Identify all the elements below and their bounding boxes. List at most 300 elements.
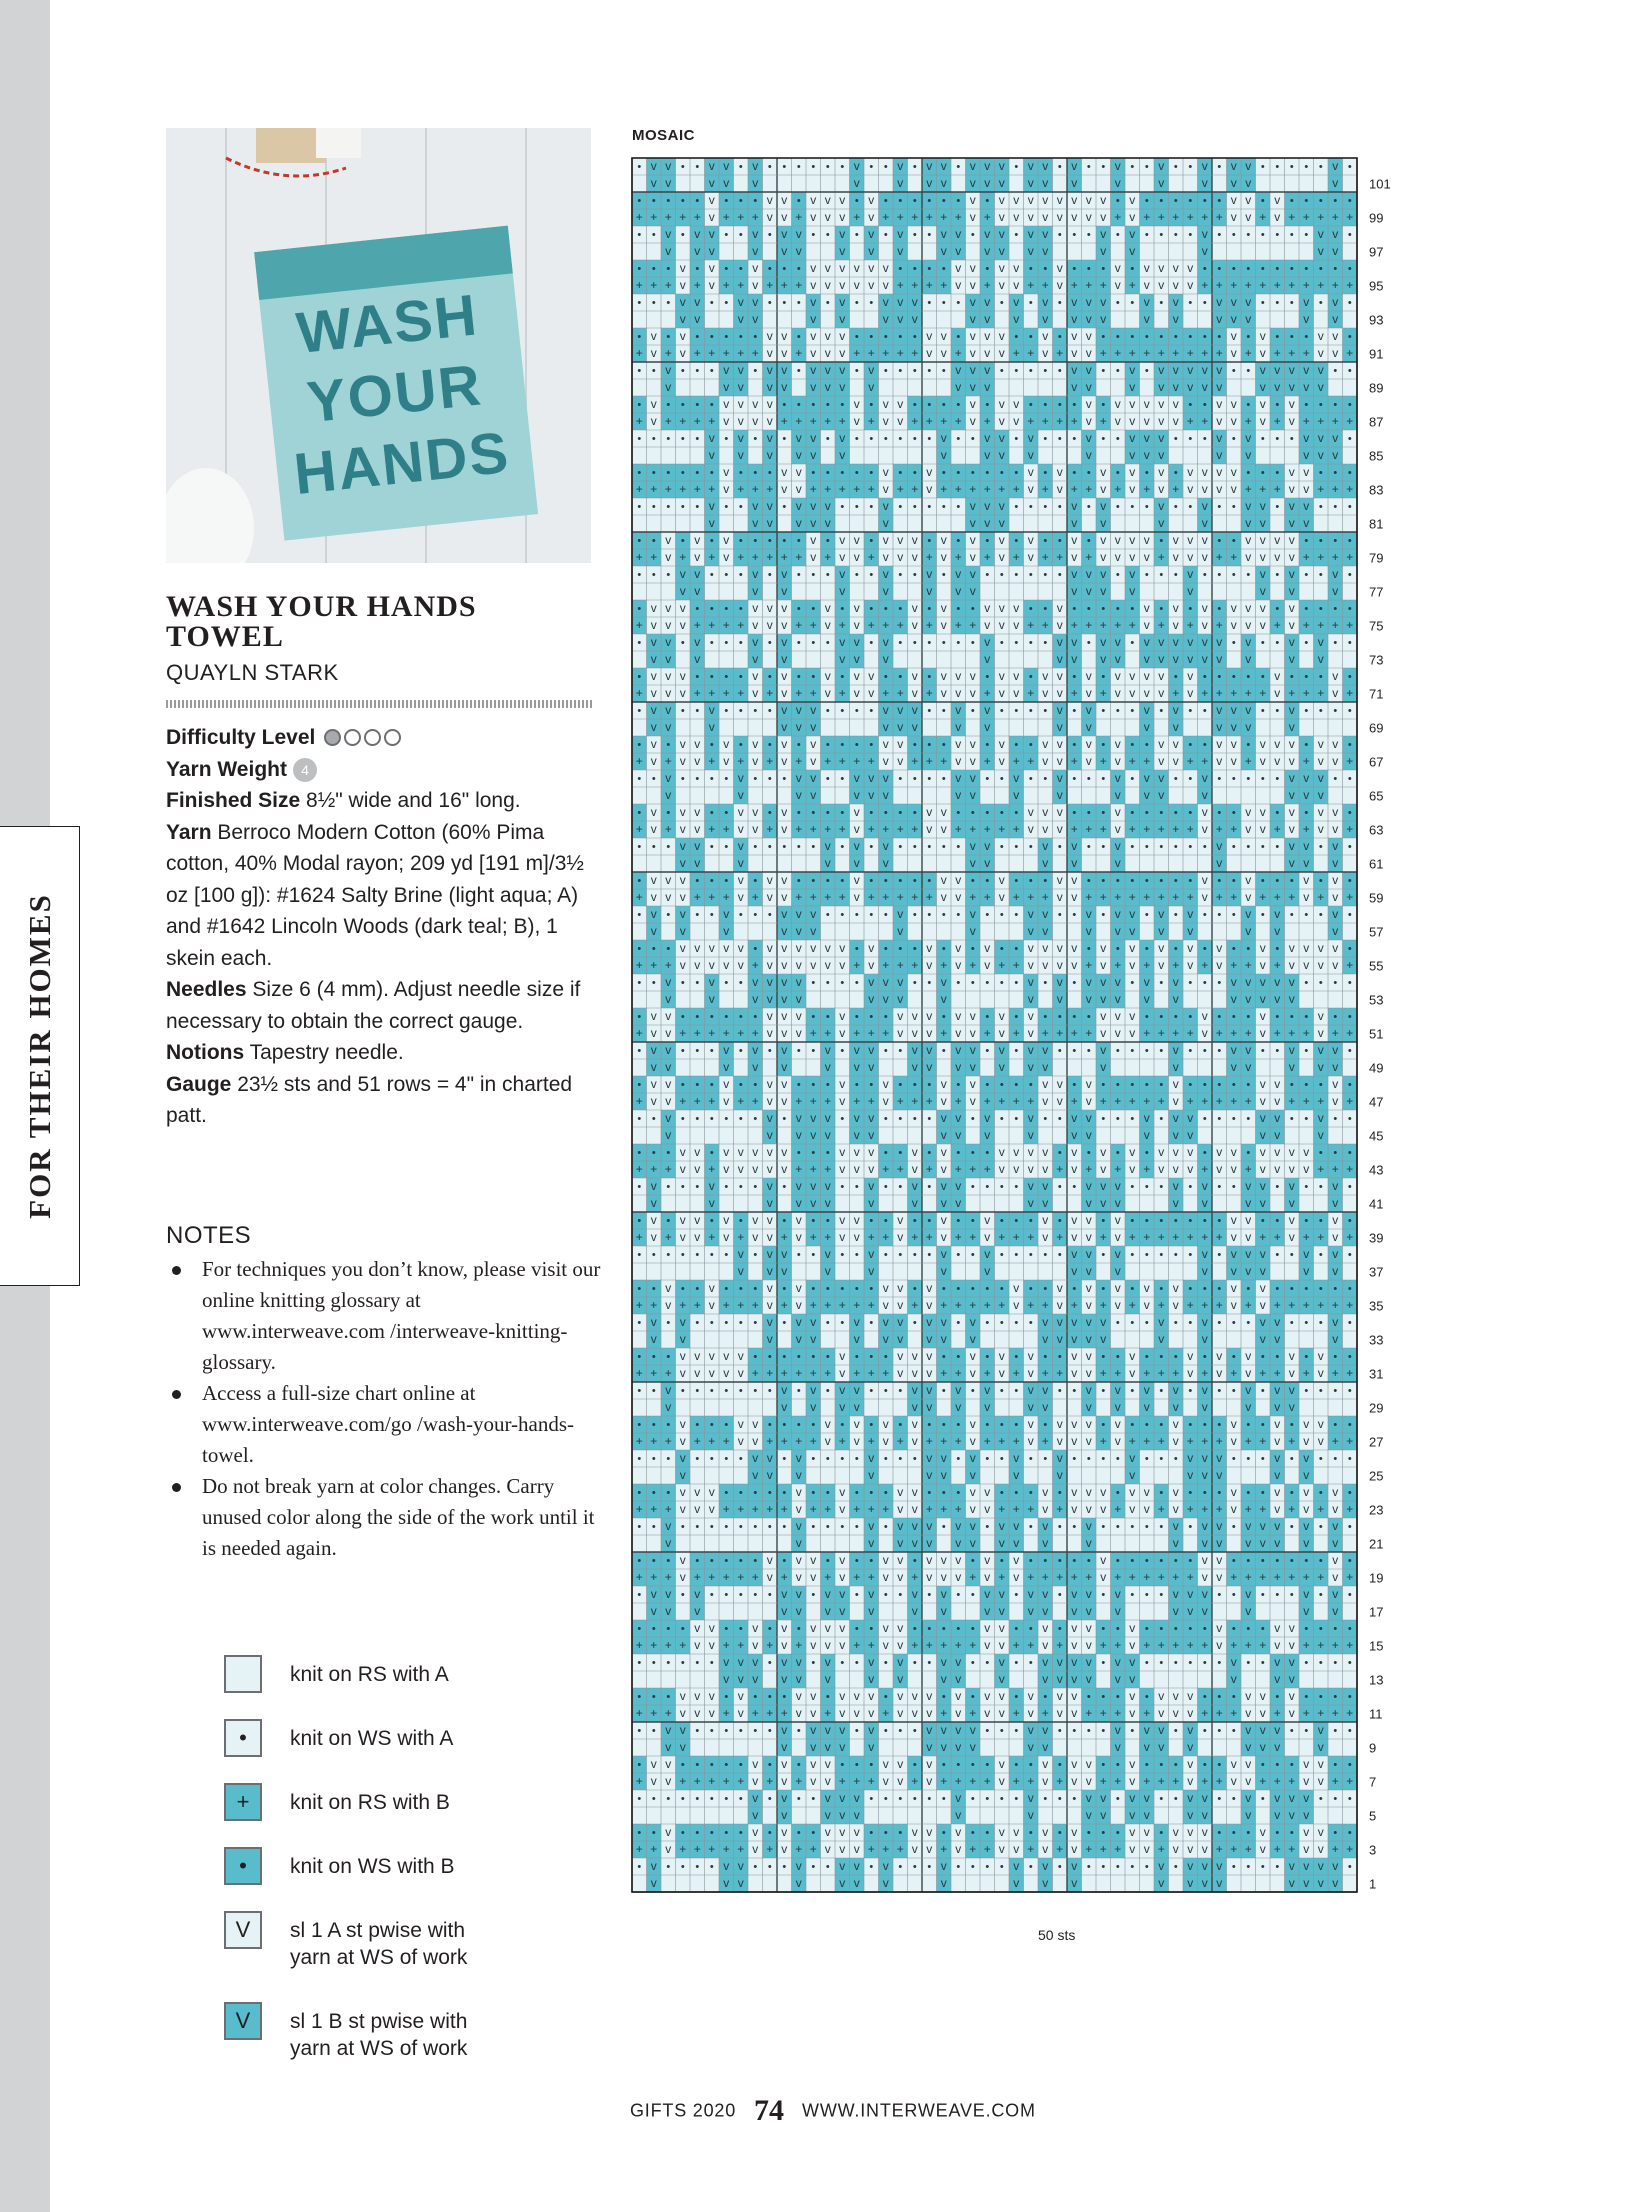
chart-symbol: • <box>1014 1691 1018 1703</box>
chart-symbol: • <box>855 977 859 989</box>
chart-symbol: v <box>1129 1026 1135 1040</box>
chart-symbol: v <box>883 1621 889 1635</box>
chart-symbol: v <box>796 1502 802 1516</box>
chart-symbol: v <box>999 1621 1005 1635</box>
chart-symbol: v <box>1042 1162 1048 1176</box>
chart-symbol: + <box>1056 1774 1063 1788</box>
chart-symbol: + <box>636 1638 643 1652</box>
chart-cell <box>792 1739 807 1756</box>
chart-cell <box>1256 1399 1271 1416</box>
chart-symbol: v <box>781 1145 787 1159</box>
chart-symbol: + <box>1158 1842 1165 1856</box>
chart-cell <box>1270 1263 1285 1280</box>
chart-symbol: v <box>955 1009 961 1023</box>
chart-cell <box>1314 1671 1329 1688</box>
chart-cell <box>1314 1807 1329 1824</box>
chart-symbol: v <box>1260 1111 1266 1125</box>
chart-cell <box>705 1739 720 1756</box>
chart-symbol: v <box>1216 1519 1222 1533</box>
chart-symbol: v <box>1260 1298 1266 1312</box>
chart-symbol: • <box>1159 1521 1163 1533</box>
chart-cell <box>1140 1603 1155 1620</box>
chart-symbol: + <box>824 1570 831 1584</box>
chart-cell <box>1154 1671 1169 1688</box>
chart-symbol: + <box>1317 1638 1324 1652</box>
chart-symbol: v <box>1071 1672 1077 1686</box>
chart-symbol: v <box>1086 1247 1092 1261</box>
chart-symbol: v <box>854 1213 860 1227</box>
chart-symbol: v <box>1100 1485 1106 1499</box>
chart-cell <box>748 1263 763 1280</box>
chart-symbol: • <box>1217 1215 1221 1227</box>
difficulty-rating <box>321 726 401 749</box>
chart-symbol: v <box>984 1553 990 1567</box>
chart-symbol: v <box>1245 1706 1251 1720</box>
chart-symbol: • <box>1145 1317 1149 1329</box>
chart-symbol: v <box>694 1587 700 1601</box>
chart-symbol: • <box>1275 1589 1279 1601</box>
chart-symbol: v <box>999 1757 1005 1771</box>
chart-cell <box>995 1875 1010 1892</box>
chart-symbol: • <box>1043 1793 1047 1805</box>
chart-cell <box>908 1807 923 1824</box>
chart-symbol: + <box>636 1162 643 1176</box>
chart-cell <box>1256 1059 1271 1076</box>
chart-cell <box>980 1807 995 1824</box>
chart-symbol: • <box>1275 1011 1279 1023</box>
chart-symbol: • <box>826 1691 830 1703</box>
chart-symbol: v <box>1318 1774 1324 1788</box>
chart-symbol: • <box>913 1793 917 1805</box>
chart-cell <box>719 1263 734 1280</box>
chart-cell <box>1328 1127 1343 1144</box>
chart-symbol: v <box>651 1587 657 1601</box>
chart-symbol: v <box>1187 1468 1193 1482</box>
chart-symbol: v <box>839 1587 845 1601</box>
chart-cell <box>1125 1399 1140 1416</box>
chart-symbol: v <box>1245 1196 1251 1210</box>
chart-symbol: v <box>1202 1519 1208 1533</box>
chart-symbol: • <box>681 1589 685 1601</box>
chart-cell <box>908 991 923 1008</box>
chart-symbol: v <box>1260 1842 1266 1856</box>
chart-cell <box>734 1331 749 1348</box>
chart-symbol: v <box>767 1145 773 1159</box>
chart-symbol: v <box>1202 1808 1208 1822</box>
chart-symbol: + <box>955 1298 962 1312</box>
chart-symbol: v <box>796 1179 802 1193</box>
chart-cell <box>632 1671 647 1688</box>
chart-symbol: • <box>666 1351 670 1363</box>
chart-symbol: + <box>1317 1502 1324 1516</box>
chart-symbol: • <box>1261 1861 1265 1873</box>
chart-symbol: + <box>1143 1774 1150 1788</box>
chart-cell <box>821 1399 836 1416</box>
chart-symbol: • <box>1145 1181 1149 1193</box>
chart-symbol: v <box>854 1400 860 1414</box>
chart-symbol: + <box>1013 1094 1020 1108</box>
chart-symbol: + <box>650 1162 657 1176</box>
chart-symbol: v <box>1042 1604 1048 1618</box>
chart-cell <box>792 1059 807 1076</box>
chart-symbol: • <box>869 1283 873 1295</box>
chart-symbol: v <box>1187 1587 1193 1601</box>
chart-cell <box>1314 1331 1329 1348</box>
chart-symbol: v <box>839 1553 845 1567</box>
chart-symbol: v <box>1086 1672 1092 1686</box>
chart-symbol: v <box>955 1196 961 1210</box>
chart-symbol: + <box>1346 1298 1353 1312</box>
chart-symbol: + <box>998 1502 1005 1516</box>
chart-symbol: v <box>854 1145 860 1159</box>
chart-symbol: v <box>897 1332 903 1346</box>
chart-symbol: v <box>651 1077 657 1091</box>
chart-symbol: v <box>1231 1213 1237 1227</box>
chart-symbol: v <box>825 1842 831 1856</box>
chart-symbol: • <box>1159 1589 1163 1601</box>
chart-symbol: • <box>1348 1827 1352 1839</box>
legend-label: sl 1 B st pwise with yarn at WS of work <box>290 2008 490 2062</box>
chart-symbol: • <box>884 1045 888 1057</box>
chart-symbol: • <box>710 1215 714 1227</box>
chart-symbol: v <box>665 1383 671 1397</box>
chart-symbol: v <box>738 1247 744 1261</box>
chart-symbol: + <box>1274 1026 1281 1040</box>
chart-symbol: v <box>1274 1808 1280 1822</box>
chart-symbol: + <box>708 1162 715 1176</box>
chart-symbol: v <box>1013 1451 1019 1465</box>
chart-symbol: + <box>708 1094 715 1108</box>
chart-symbol: v <box>912 1536 918 1550</box>
chart-symbol: v <box>926 1349 932 1363</box>
chart-symbol: + <box>1346 1502 1353 1516</box>
chart-symbol: • <box>1116 1351 1120 1363</box>
chart-symbol: + <box>1317 1298 1324 1312</box>
chart-symbol: v <box>1028 1417 1034 1431</box>
chart-cell <box>1212 1059 1227 1076</box>
chart-symbol: • <box>1130 1385 1134 1397</box>
chart-symbol: + <box>1332 1026 1339 1040</box>
chart-symbol: • <box>695 1419 699 1431</box>
chart-symbol: v <box>825 1128 831 1142</box>
chart-cell <box>1111 1059 1126 1076</box>
chart-symbol: • <box>1261 1623 1265 1635</box>
chart-symbol: • <box>971 1691 975 1703</box>
chart-symbol: v <box>1303 1587 1309 1601</box>
chart-symbol: v <box>984 1213 990 1227</box>
chart-symbol: + <box>1245 1162 1252 1176</box>
chart-symbol: • <box>739 977 743 989</box>
chart-symbol: v <box>1086 1485 1092 1499</box>
chart-symbol: • <box>1130 1861 1134 1873</box>
chart-symbol: v <box>665 1536 671 1550</box>
chart-symbol: + <box>984 1094 991 1108</box>
chart-symbol: + <box>1085 1842 1092 1856</box>
chart-symbol: v <box>1057 1655 1063 1669</box>
chart-cell <box>690 1127 705 1144</box>
chart-symbol: v <box>1028 1060 1034 1074</box>
chart-symbol: • <box>1072 1453 1076 1465</box>
chart-symbol: v <box>883 1281 889 1295</box>
chart-symbol: v <box>1231 1485 1237 1499</box>
note-item: Access a full-size chart online at www.interweave.com/go /wash-your-hands-towel. <box>166 1378 606 1471</box>
chart-symbol: v <box>1144 1791 1150 1805</box>
chart-symbol: • <box>739 1453 743 1465</box>
chart-symbol: • <box>840 1419 844 1431</box>
chart-cell <box>632 1875 647 1892</box>
chart-symbol: v <box>796 1128 802 1142</box>
chart-symbol: v <box>680 1145 686 1159</box>
chart-symbol: • <box>1304 1283 1308 1295</box>
chart-symbol: • <box>811 1079 815 1091</box>
chart-symbol: + <box>1346 1706 1353 1720</box>
chart-symbol: + <box>1100 1434 1107 1448</box>
chart-symbol: v <box>680 1349 686 1363</box>
chart-symbol: v <box>825 1672 831 1686</box>
chart-symbol: v <box>926 1757 932 1771</box>
chart-symbol: • <box>985 1453 989 1465</box>
chart-cell <box>763 1807 778 1824</box>
chart-symbol: • <box>1014 1351 1018 1363</box>
chart-cell <box>690 1331 705 1348</box>
chart-symbol: • <box>753 1351 757 1363</box>
chart-symbol: v <box>781 1791 787 1805</box>
chart-symbol: v <box>970 1009 976 1023</box>
chart-symbol: v <box>1086 1502 1092 1516</box>
chart-symbol: + <box>1332 1366 1339 1380</box>
chart-symbol: + <box>781 1706 788 1720</box>
chart-symbol: + <box>1187 1570 1194 1584</box>
chart-symbol: • <box>1232 1861 1236 1873</box>
chart-symbol: + <box>1085 1706 1092 1720</box>
chart-symbol: • <box>710 1419 714 1431</box>
needles-value: Size 6 (4 mm). Adjust needle size if necessary to obtain the correct gauge. <box>166 978 580 1033</box>
chart-symbol: v <box>1129 1621 1135 1635</box>
chart-symbol: v <box>1042 1859 1048 1873</box>
chart-cell <box>690 1059 705 1076</box>
chart-symbol: v <box>955 1060 961 1074</box>
chart-symbol: v <box>839 1604 845 1618</box>
chart-symbol: v <box>1071 1638 1077 1652</box>
chart-symbol: + <box>694 1570 701 1584</box>
chart-cell <box>1140 1875 1155 1892</box>
chart-symbol: + <box>1027 1298 1034 1312</box>
chart-symbol: + <box>795 1638 802 1652</box>
chart-cell <box>1038 1127 1053 1144</box>
chart-symbol: + <box>955 1774 962 1788</box>
chart-symbol: • <box>1275 1827 1279 1839</box>
chart-symbol: • <box>1130 1181 1134 1193</box>
chart-cell <box>1285 1603 1300 1620</box>
chart-symbol: • <box>971 1181 975 1193</box>
chart-symbol: v <box>955 1791 961 1805</box>
chart-symbol: v <box>810 1553 816 1567</box>
chart-symbol: • <box>1290 1521 1294 1533</box>
chart-symbol: v <box>1115 1298 1121 1312</box>
chart-cell <box>966 1671 981 1688</box>
gauge-value: 23½ sts and 51 rows = 4" in charted patt. <box>166 1073 572 1128</box>
chart-symbol: v <box>694 1213 700 1227</box>
chart-symbol: v <box>1332 1502 1338 1516</box>
chart-symbol: • <box>1145 1045 1149 1057</box>
chart-symbol: v <box>999 1672 1005 1686</box>
chart-symbol: v <box>955 1111 961 1125</box>
chart-symbol: + <box>897 1162 904 1176</box>
chart-symbol: v <box>1303 1264 1309 1278</box>
chart-symbol: • <box>739 1113 743 1125</box>
chart-symbol: + <box>694 1298 701 1312</box>
chart-symbol: • <box>1333 1385 1337 1397</box>
difficulty-empty-icon <box>384 729 401 746</box>
chart-symbol: v <box>984 1264 990 1278</box>
chart-symbol: • <box>652 1453 656 1465</box>
chart-cell <box>719 1739 734 1756</box>
chart-symbol: • <box>956 1079 960 1091</box>
chart-symbol: + <box>665 1502 672 1516</box>
chart-symbol: v <box>1086 1213 1092 1227</box>
chart-cell <box>1140 1535 1155 1552</box>
chart-symbol: + <box>1288 1434 1295 1448</box>
chart-symbol: v <box>694 1689 700 1703</box>
chart-symbol: • <box>1333 1759 1337 1771</box>
section-tab-label: FOR THEIR HOMES <box>22 893 58 1219</box>
chart-symbol: v <box>781 1383 787 1397</box>
chart-symbol: • <box>637 1011 641 1023</box>
chart-symbol: • <box>710 1079 714 1091</box>
chart-symbol: • <box>782 1487 786 1499</box>
chart-symbol: + <box>868 1366 875 1380</box>
chart-symbol: v <box>970 1485 976 1499</box>
chart-cell <box>1227 1467 1242 1484</box>
chart-symbol: • <box>753 1249 757 1261</box>
chart-symbol: • <box>1261 1555 1265 1567</box>
chart-symbol: • <box>782 1419 786 1431</box>
chart-cell <box>1343 1875 1358 1892</box>
chart-symbol: v <box>738 1264 744 1278</box>
chart-cell <box>980 1331 995 1348</box>
chart-symbol: + <box>723 1570 730 1584</box>
chart-symbol: + <box>1143 1230 1150 1244</box>
chart-symbol: + <box>1187 1298 1194 1312</box>
chart-symbol: • <box>869 1385 873 1397</box>
chart-symbol: • <box>811 1589 815 1601</box>
chart-symbol: • <box>985 977 989 989</box>
chart-cell <box>734 991 749 1008</box>
chart-symbol: • <box>1101 1079 1105 1091</box>
chart-symbol: v <box>897 975 903 989</box>
chart-symbol: v <box>1115 1672 1121 1686</box>
chart-cell <box>1198 1671 1213 1688</box>
chart-symbol: v <box>738 1689 744 1703</box>
chart-symbol: • <box>710 1555 714 1567</box>
chart-symbol: + <box>984 1366 991 1380</box>
chart-symbol: • <box>637 1351 641 1363</box>
chart-symbol: + <box>1056 1502 1063 1516</box>
chart-symbol: v <box>1202 1264 1208 1278</box>
chart-symbol: + <box>1346 1162 1353 1176</box>
chart-symbol: v <box>1071 1349 1077 1363</box>
chart-symbol: v <box>810 1179 816 1193</box>
chart-symbol: v <box>1245 1808 1251 1822</box>
chart-symbol: • <box>1188 1317 1192 1329</box>
chart-symbol: + <box>1201 1706 1208 1720</box>
chart-symbol: • <box>652 1827 656 1839</box>
chart-symbol: + <box>1245 1298 1252 1312</box>
chart-symbol: v <box>1274 1383 1280 1397</box>
chart-symbol: • <box>724 1249 728 1261</box>
chart-symbol: • <box>1072 1045 1076 1057</box>
chart-symbol: • <box>956 1453 960 1465</box>
chart-symbol: v <box>680 1723 686 1737</box>
chart-symbol: v <box>781 1740 787 1754</box>
chart-cell <box>1169 1739 1184 1756</box>
chart-symbol: v <box>1028 1604 1034 1618</box>
chart-symbol: • <box>710 1045 714 1057</box>
chart-symbol: v <box>752 1655 758 1669</box>
chart-symbol: • <box>840 1045 844 1057</box>
chart-symbol: + <box>1172 1570 1179 1584</box>
chart-symbol: + <box>1056 1162 1063 1176</box>
chart-symbol: v <box>1086 1128 1092 1142</box>
chart-symbol: v <box>926 1842 932 1856</box>
chart-cell <box>1183 1331 1198 1348</box>
chart-symbol: • <box>1130 1045 1134 1057</box>
chart-symbol: v <box>1202 1587 1208 1601</box>
chart-symbol: • <box>1188 1385 1192 1397</box>
chart-symbol: • <box>1029 1827 1033 1839</box>
chart-symbol: + <box>1288 1502 1295 1516</box>
chart-symbol: v <box>883 1638 889 1652</box>
chart-symbol: • <box>1072 1011 1076 1023</box>
chart-cell <box>908 1331 923 1348</box>
chart-symbol: v <box>1144 1400 1150 1414</box>
chart-symbol: v <box>1303 1247 1309 1261</box>
chart-symbol: + <box>1259 1774 1266 1788</box>
chart-cell <box>966 1807 981 1824</box>
chart-symbol: v <box>984 1706 990 1720</box>
chart-symbol: v <box>738 1859 744 1873</box>
chart-symbol: v <box>1071 1502 1077 1516</box>
chart-symbol: • <box>1319 1691 1323 1703</box>
chart-symbol: • <box>1116 1793 1120 1805</box>
chart-symbol: v <box>1332 1077 1338 1091</box>
chart-symbol: • <box>1203 1691 1207 1703</box>
chart-symbol: • <box>695 1011 699 1023</box>
chart-symbol: v <box>839 1876 845 1890</box>
chart-symbol: v <box>999 1519 1005 1533</box>
chart-symbol: • <box>971 1589 975 1601</box>
chart-symbol: • <box>898 1045 902 1057</box>
chart-symbol: + <box>1332 1298 1339 1312</box>
chart-symbol: v <box>999 1706 1005 1720</box>
chart-symbol: v <box>1042 1757 1048 1771</box>
chart-symbol: v <box>1100 1145 1106 1159</box>
chart-symbol: + <box>955 1502 962 1516</box>
chart-symbol: v <box>868 1723 874 1737</box>
chart-symbol: v <box>665 1723 671 1737</box>
chart-symbol: + <box>1230 1706 1237 1720</box>
chart-cell <box>1212 1331 1227 1348</box>
chart-cell <box>1285 1535 1300 1552</box>
chart-symbol: + <box>752 1502 759 1516</box>
chart-symbol: • <box>1275 1283 1279 1295</box>
chart-symbol: v <box>752 1757 758 1771</box>
chart-symbol: + <box>1216 1094 1223 1108</box>
chart-cell <box>719 1127 734 1144</box>
chart-symbol: • <box>971 1657 975 1669</box>
chart-cell <box>806 1059 821 1076</box>
chart-symbol: v <box>1086 1621 1092 1635</box>
